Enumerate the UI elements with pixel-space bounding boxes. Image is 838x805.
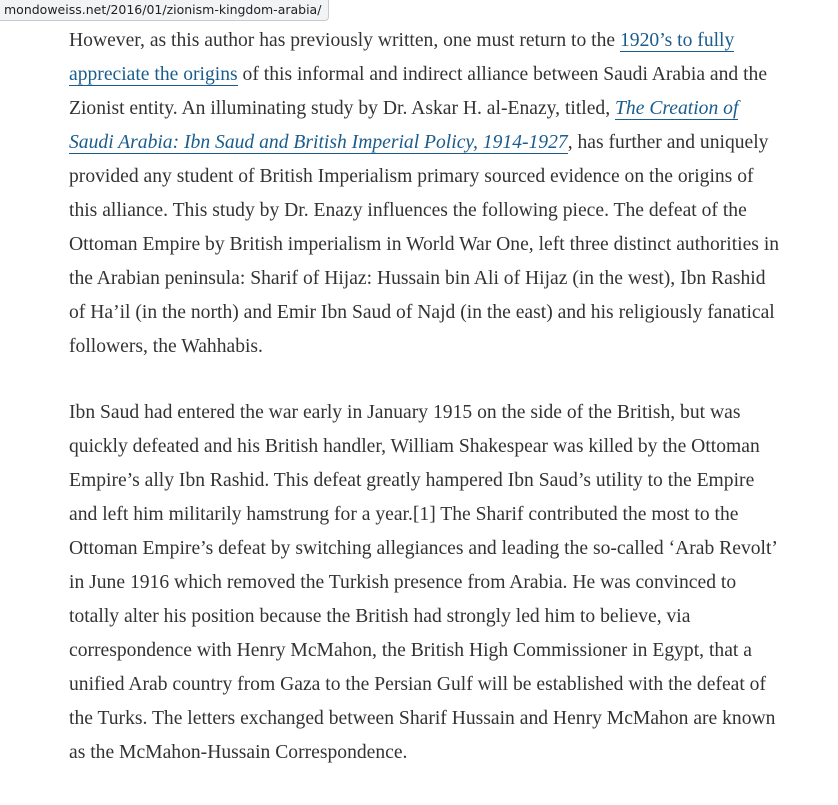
paragraph-1-text-c: , has further and uniquely provided any student of British Imperialism primary sourced evidence on the origins of this alliance. This study by Dr. Enazy influences the following piece. The defeat of the Ottoman Empire by British imperialism in World War One, left three distinct authorities in the Arabian peninsula: Sharif of Hijaz: Hussain bin Ali of Hijaz (in the west), Ibn Rashid of Ha’il (in the north) and Emir Ibn Saud of Najd (in the east) and his religiously fanatical followers, the Wahhabis. <box>69 132 780 357</box>
article-paragraph-1 <box>69 24 781 364</box>
paragraph-1-text-b: of this informal and indirect alliance between Saudi Arabia and the Zionist entity. An illuminating study by Dr. Askar H. al-Enazy, titled, <box>69 64 768 119</box>
article-paragraph-2: Ibn Saud had entered the war early in January 1915 on the side of the British, but was quickly defeated and his British handler, William Shakespear was killed by the Ottoman Empire’s ally Ibn Rashid. This defeat greatly hampered Ibn Saud’s utility to the Empire and left him militarily hamstrung for a year.[1] The Sharif contributed the most to the Ottoman Empire’s defeat by switching allegiances and leading the so-called ‘Arab Revolt’ in June 1916 which removed the Turkish presence from Arabia. He was convinced to totally alter his position because the British had strongly led him to believe, via correspondence with Henry McMahon, the British High Commissioner in Egypt, that a unified Arab country from Gaza to the Persian Gulf will be established with the defeat of the Turks. The letters exchanged between Sharif Hussain and Henry McMahon are known as the McMahon-Hussain Correspondence. <box>69 402 777 763</box>
status-url-bar: mondoweiss.net/2016/01/zionism-kingdom-arabia/ <box>0 0 329 21</box>
paragraph-1-text-a: However, as this author has previously written, one must return to the <box>69 30 620 51</box>
link-creation-of-saudi-arabia[interactable]: The Creation of Saudi Arabia: Ibn Saud and British Imperial Policy, 1914-1927 <box>69 98 739 153</box>
link-1920s-origins[interactable]: 1920’s to fully appreciate the origins <box>69 30 735 85</box>
article-body <box>69 24 781 770</box>
